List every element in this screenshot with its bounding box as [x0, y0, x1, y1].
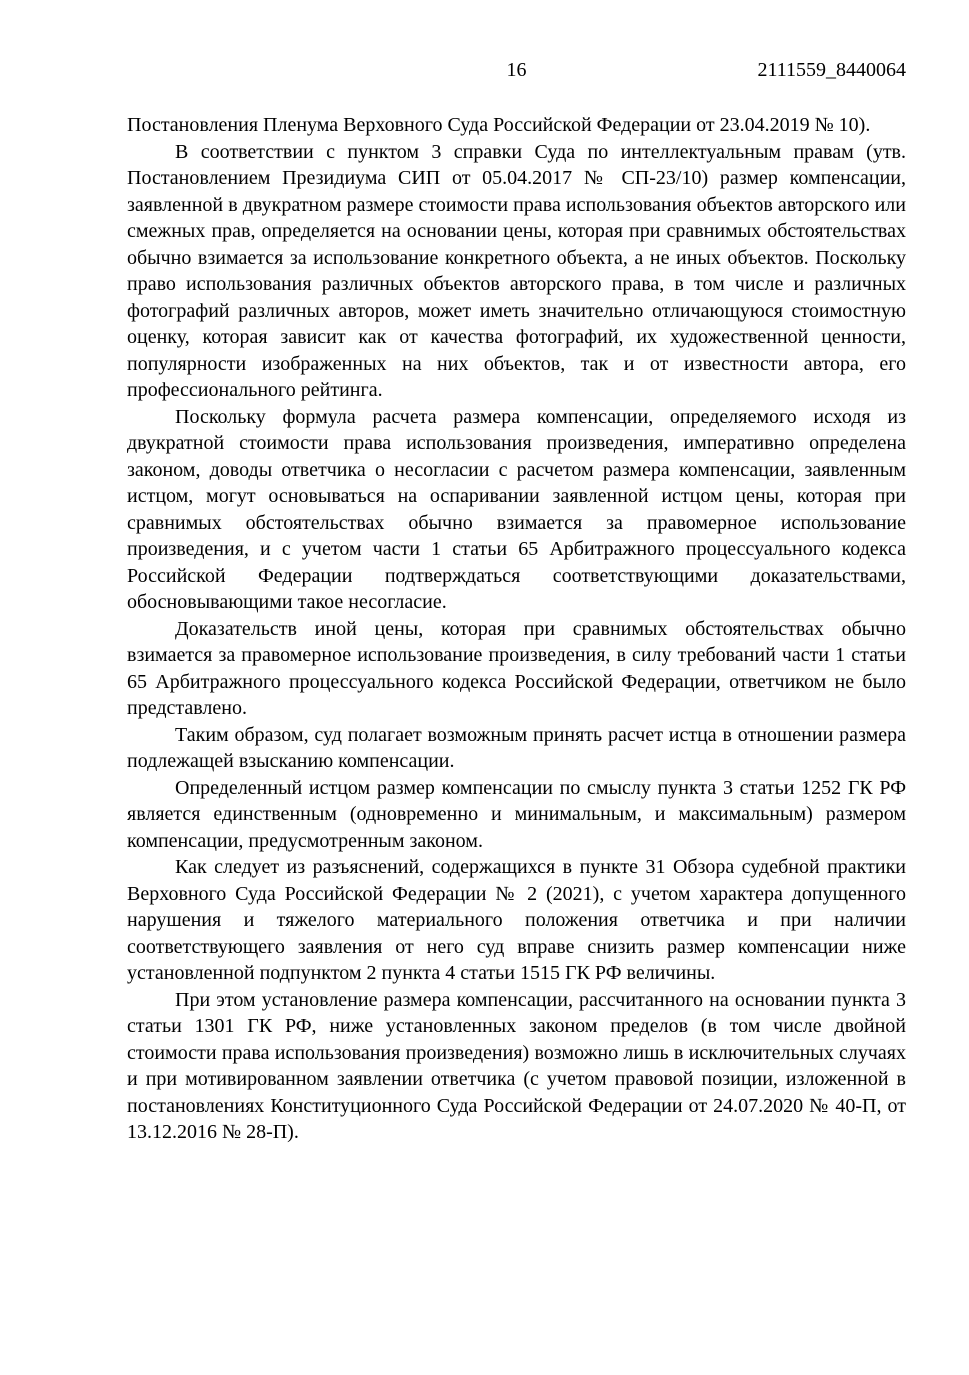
paragraph: Определенный истцом размер компенсации по смыслу пункта 3 статьи 1252 ГК РФ является единственным (одновременно и минимальным, и максимальным) размером компенсации, предусмотренным законом.: [127, 776, 906, 852]
paragraph: Как следует из разъяснений, содержащихся в пункте 31 Обзора судебной практики Верховного Суда Российской Федерации № 2 (2021), с учетом характера допущенного нарушения и тяжелого материального положения ответчика и при наличии соответствующего заявления от него суд вправе снизить размер компенсации ниже установленной подпунктом 2 пункта 4 статьи 1515 ГК РФ величины.: [127, 856, 906, 984]
paragraph: Таким образом, суд полагает возможным принять расчет истца в отношении размера подлежащей взысканию компенсации.: [127, 723, 906, 772]
paragraph: Поскольку формула расчета размера компенсации, определяемого исходя из двукратной стоимости права использования произведения, императивно определена законом, доводы ответчика о несогласии с расчетом размера компенсации, заявленным истцом, могут основываться на оспаривании заявленной истцом цены, которая при сравнимых обстоятельствах обычно взимается за правомерное использование произведения, и с учетом части 1 статьи 65 Арбитражного процессуального кодекса Российской Федерации подтверждаться соответствующими доказательствами, обосновывающими такое несогласие.: [127, 405, 906, 613]
document-id: 2111559_8440064: [757, 59, 906, 81]
paragraph: В соответствии с пунктом 3 справки Суда по интеллектуальным правам (утв. Постановлением Президиума СИП от 05.04.2017 № СП-23/10) размер компенсации, заявленной в двукратном размере стоимости права использования объектов авторского или смежных прав, определяется на основании цены, которая при сравнимых обстоятельствах обычно взимается за использование конкретного объекта, а не иных объектов. Поскольку право использования различных объектов авторского права, в том числе и различных фотографий различных авторов, может иметь значительно отличающуюся стоимостную оценку, которая зависит как от качества фотографий, их художественной ценности, популярности изображенных на них объектов, так и от известности автора, его профессионального рейтинга.: [127, 140, 906, 401]
paragraph: При этом установление размера компенсации, рассчитанного на основании пункта 3 статьи 1301 ГК РФ, ниже установленных законом пределов (в том числе двойной стоимости права использования произведения) возможно лишь в исключительных случаях и при мотивированном заявлении ответчика (с учетом правовой позиции, изложенной в постановлениях Конституционного Суда Российской Федерации от 24.07.2020 № 40-П, от 13.12.2016 № 28-П).: [127, 988, 906, 1143]
page-number: 16: [506, 59, 527, 81]
page-header: [127, 58, 906, 84]
paragraph: Постановления Пленума Верховного Суда Российской Федерации от 23.04.2019 № 10).: [127, 114, 871, 136]
document-body: [127, 112, 906, 1146]
paragraph: Доказательств иной цены, которая при сравнимых обстоятельствах обычно взимается за правомерное использование произведения, в силу требований части 1 статьи 65 Арбитражного процессуального кодекса Российской Федерации, ответчиком не было представлено.: [127, 617, 906, 719]
